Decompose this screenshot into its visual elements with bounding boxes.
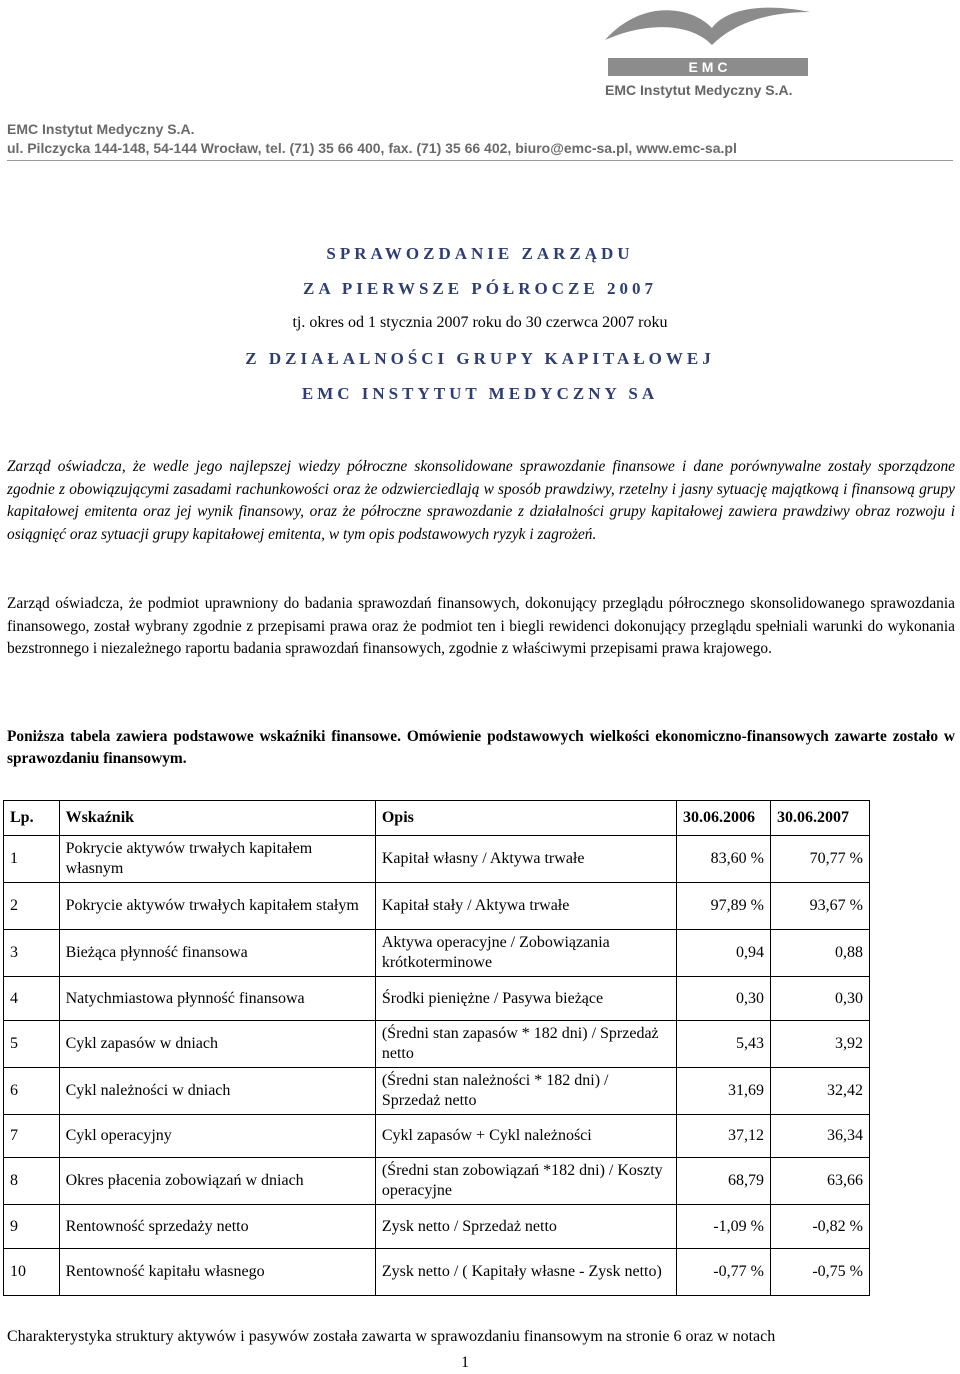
cell-description: Kapitał własny / Aktywa trwałe [375,836,676,883]
cell-lp: 1 [4,836,60,883]
cell-lp: 9 [4,1205,60,1249]
cell-2006: 97,89 % [676,883,770,930]
cell-description: Środki pieniężne / Pasywa bieżące [375,977,676,1021]
header-description: Opis [375,801,676,836]
cell-indicator: Bieżąca płynność finansowa [59,930,375,977]
cell-2007: 3,92 [770,1021,869,1068]
letterhead [7,120,952,158]
letterhead-divider [7,160,953,161]
table-row [4,883,870,930]
cell-lp: 7 [4,1115,60,1158]
cell-indicator: Rentowność kapitału własnego [59,1249,375,1296]
cell-2006: -1,09 % [676,1205,770,1249]
cell-lp: 6 [4,1068,60,1115]
logo-mark-text: E M C [688,59,728,75]
logo-mark [600,0,815,80]
table-row [4,1021,870,1068]
cell-2006: 31,69 [676,1068,770,1115]
cell-lp: 3 [4,930,60,977]
cell-2007: 70,77 % [770,836,869,883]
title-line-2: ZA PIERWSZE PÓŁROCZE 2007 [303,279,657,298]
title-line-4: Z DZIAŁALNOŚCI GRUPY KAPITAŁOWEJ [245,349,715,368]
table-row [4,1158,870,1205]
title-line-5: EMC INSTYTUT MEDYCZNY SA [301,384,659,403]
report-title [0,243,960,418]
cell-indicator: Cykl zapasów w dniach [59,1021,375,1068]
cell-2006: 83,60 % [676,836,770,883]
cell-description: Kapitał stały / Aktywa trwałe [375,883,676,930]
cell-indicator: Okres płacenia zobowiązań w dniach [59,1158,375,1205]
cell-2007: 63,66 [770,1158,869,1205]
table-row [4,836,870,883]
cell-2007: 32,42 [770,1068,869,1115]
title-line-1: SPRAWOZDANIE ZARZĄDU [326,244,634,263]
cell-2007: 36,34 [770,1115,869,1158]
cell-2006: 0,94 [676,930,770,977]
table-header-row [4,801,870,836]
cell-indicator: Pokrycie aktywów trwałych kapitałem stałym [59,883,375,930]
cell-lp: 4 [4,977,60,1021]
cell-indicator: Cykl należności w dniach [59,1068,375,1115]
letterhead-company: EMC Instytut Medyczny S.A. [7,121,195,137]
cell-2006: 5,43 [676,1021,770,1068]
cell-lp: 5 [4,1021,60,1068]
cell-2007: 0,30 [770,977,869,1021]
cell-indicator: Cykl operacyjny [59,1115,375,1158]
cell-indicator: Pokrycie aktywów trwałych kapitałem własnym [59,836,375,883]
cell-lp: 2 [4,883,60,930]
logo-caption: EMC Instytut Medyczny S.A. [605,82,793,98]
cell-indicator: Rentowność sprzedaży netto [59,1205,375,1249]
table-intro: Poniższa tabela zawiera podstawowe wskaźniki finansowe. Omówienie podstawowych wielkości ekonomiczno-finansowych zawarte zostało w sprawozdaniu finansowym. [7,728,955,767]
cell-indicator: Natychmiastowa płynność finansowa [59,977,375,1021]
statement-paragraph-1: Zarząd oświadcza, że wedle jego najlepszej wiedzy półroczne skonsolidowane sprawozdanie finansowe i dane porównywalne zostały sporządzone zgodnie z obowiązującymi zasadami rachunkowości oraz że odzwierciedlają w sposób prawdziwy, rzetelny i jasny sytuację majątkową i finansową grupy kapitałowej emitenta oraz jej wynik finansowy, oraz że półroczne sprawozdanie z działalności grupy kapitałowej zawiera prawdziwy obraz rozwoju i osiągnięć oraz sytuacji grupy kapitałowej emitenta, w tym opis podstawowych ryzyk i zagrożeń. [7,458,955,543]
table-row [4,1249,870,1296]
cell-lp: 10 [4,1249,60,1296]
header-indicator: Wskaźnik [59,801,375,836]
cell-2006: 0,30 [676,977,770,1021]
table-row [4,977,870,1021]
header-2007: 30.06.2007 [770,801,869,836]
financial-ratios-table [3,800,870,1296]
cell-description: (Średni stan należności * 182 dni) / Sprzedaż netto [375,1068,676,1115]
footer-paragraph: Charakterystyka struktury aktywów i pasywów została zawarta w sprawozdaniu finansowym na stronie 6 oraz w notach [7,1328,776,1345]
cell-2006: 68,79 [676,1158,770,1205]
cell-2007: -0,82 % [770,1205,869,1249]
cell-description: Aktywa operacyjne / Zobowiązania krótkoterminowe [375,930,676,977]
page-number: 1 [461,1354,469,1371]
cell-description: (Średni stan zapasów * 182 dni) / Sprzedaż netto [375,1021,676,1068]
cell-description: Cykl zapasów + Cykl należności [375,1115,676,1158]
header-2006: 30.06.2006 [676,801,770,836]
cell-2006: 37,12 [676,1115,770,1158]
table-row [4,1205,870,1249]
table-row [4,1115,870,1158]
cell-2007: -0,75 % [770,1249,869,1296]
title-period: tj. okres od 1 stycznia 2007 roku do 30 czerwca 2007 roku [292,314,668,331]
cell-description: Zysk netto / Sprzedaż netto [375,1205,676,1249]
cell-description: Zysk netto / ( Kapitały własne - Zysk netto) [375,1249,676,1296]
cell-2006: -0,77 % [676,1249,770,1296]
cell-description: (Średni stan zobowiązań *182 dni) / Koszty operacyjne [375,1158,676,1205]
letterhead-address: ul. Pilczycka 144-148, 54-144 Wrocław, tel. (71) 35 66 400, fax. (71) 35 66 402, biuro@emc-sa.pl, www.emc-sa.pl [7,140,737,156]
table-row [4,930,870,977]
cell-2007: 93,67 % [770,883,869,930]
table-row [4,1068,870,1115]
header-lp: Lp. [4,801,60,836]
cell-2007: 0,88 [770,930,869,977]
cell-lp: 8 [4,1158,60,1205]
statement-paragraph-2: Zarząd oświadcza, że podmiot uprawniony do badania sprawozdań finansowych, dokonujący przeglądu półrocznego skonsolidowanego sprawozdania finansowego, został wybrany zgodnie z przepisami prawa oraz że podmiot ten i biegli rewidenci dokonujący przeglądu spełniali warunki do wykonania bezstronnego i niezależnego raportu badania sprawozdań finansowych, zgodnie z właściwymi przepisami prawa krajowego. [7,595,955,657]
